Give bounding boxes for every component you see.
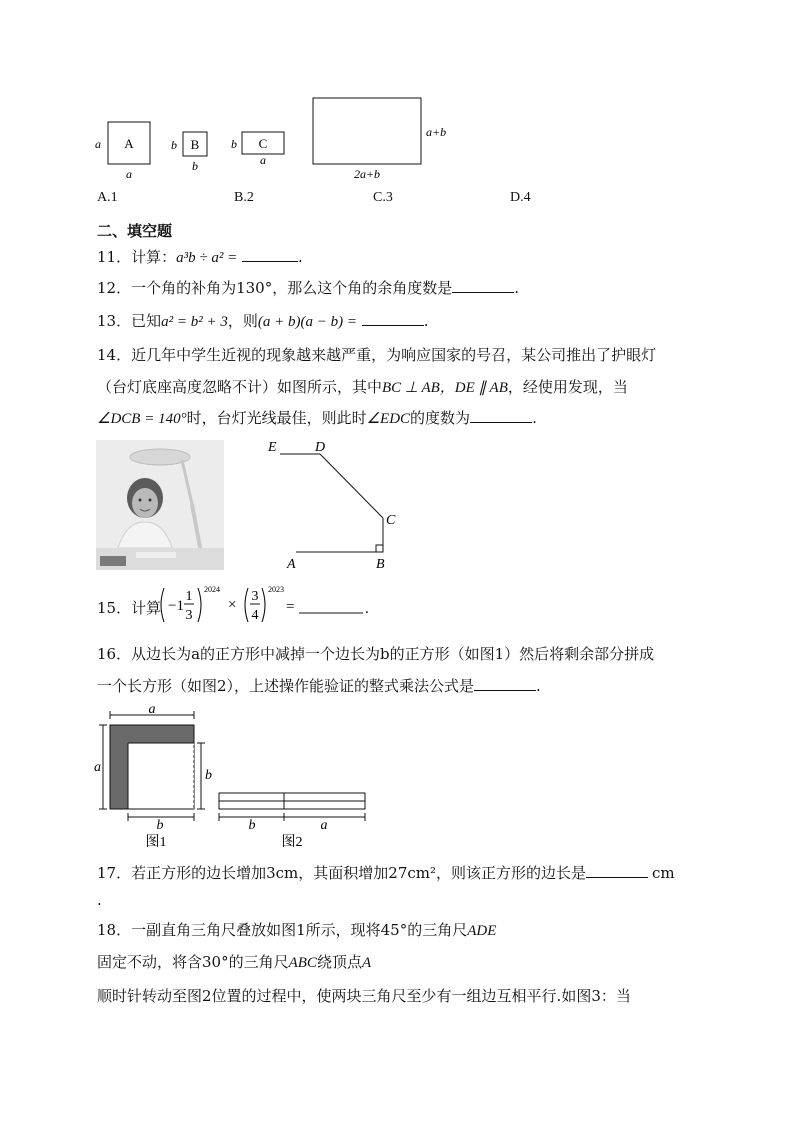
fig1-left-a: a	[94, 760, 101, 775]
q11-number: 11．	[97, 248, 132, 266]
q13-end: .	[423, 312, 429, 330]
square-b-letter: B	[190, 137, 200, 152]
q18-ade: ADE	[467, 923, 497, 939]
fig2-caption: 图2	[281, 835, 303, 850]
q10-option-d: D.4	[510, 190, 531, 205]
q10-option-a: A.1	[97, 190, 118, 205]
q12-end: .	[514, 279, 520, 297]
q15-number: 15．	[97, 599, 132, 617]
q17-dot: .	[97, 891, 102, 909]
fig1-top-a: a	[148, 705, 156, 717]
q15-den2: 4	[251, 608, 259, 623]
square-a-bottom-label: a	[126, 167, 132, 181]
big-rect-right-label: a+b	[426, 125, 447, 139]
label-b: B	[376, 557, 385, 572]
q15-eq: =	[286, 599, 295, 615]
q14-figure	[260, 436, 410, 574]
label-e: E	[268, 440, 277, 455]
q10-figure	[90, 92, 460, 184]
q18-line1-text: 18．一副直角三角尺叠放如图1所示，现将45°的三角尺	[97, 921, 468, 939]
square-b-bottom-label: b	[192, 159, 198, 173]
q15-num1: 1	[185, 589, 193, 604]
rect-c-left-label: b	[231, 137, 237, 151]
q12-answer-blank[interactable]	[452, 278, 514, 293]
big-rect-bottom-label: 2a+b	[353, 167, 381, 181]
q14-angle-dcb: ∠DCB = 140°	[97, 411, 187, 427]
q11-answer-blank[interactable]	[242, 247, 298, 262]
q14-line3-text: 时，台灯光线最佳，则此时	[186, 409, 367, 427]
question-14-line-3	[97, 408, 537, 429]
q17-value-2: 27cm²	[388, 864, 437, 882]
question-13	[97, 311, 429, 332]
lamp-photo-illustration	[96, 440, 224, 570]
q14-answer-blank[interactable]	[470, 408, 532, 423]
q12-number: 12．	[97, 279, 132, 297]
q17-unit: cm	[652, 864, 675, 882]
q16-answer-blank[interactable]	[474, 676, 536, 691]
lamp-photo	[96, 440, 224, 570]
q16-figure	[90, 705, 380, 850]
removed-square	[128, 743, 194, 809]
q15-times: ×	[228, 597, 237, 613]
question-16-line-1: 16．从边长为a的正方形中减掉一个边长为b的正方形（如图1）然后将剩余部分拼成	[97, 645, 655, 663]
q10-option-c: C.3	[373, 190, 393, 205]
fig1-caption: 图1	[145, 835, 167, 850]
q17-value-1: 3cm	[266, 864, 299, 882]
section-title: 二、填空题	[97, 222, 173, 240]
q14-line2-text: （台灯底座高度忽略不计）如图所示，其中	[97, 378, 383, 396]
q15-expression	[158, 582, 378, 628]
fig1-right-b: b	[205, 768, 212, 783]
q15-end: .	[365, 601, 369, 617]
q18-abc: ABC	[288, 955, 317, 971]
question-18-line-3: 顺时针转动至图2位置的过程中，使两块三角尺至少有一组边互相平行.如图3：当	[97, 987, 631, 1005]
fig2-a: a	[320, 818, 328, 833]
q17-text-b: ，其面积增加	[298, 864, 389, 882]
q10-option-b: B.2	[234, 190, 254, 205]
rect-c-bottom-label: a	[260, 153, 266, 167]
big-rect	[313, 98, 421, 164]
question-14-line-1: 14．近几年中学生近视的现象越来越严重，为响应国家的号召，某公司推出了护眼灯	[97, 346, 657, 364]
q11-prefix: 计算：	[131, 248, 177, 266]
q15-prefix: 计算	[131, 599, 162, 617]
question-11	[97, 247, 303, 268]
q17-answer-blank[interactable]	[586, 863, 648, 878]
segment-dc	[320, 454, 383, 518]
q13-prefix: 已知	[131, 312, 162, 330]
rect-c-letter: C	[258, 136, 268, 151]
question-15	[97, 598, 161, 618]
q14-line2-condition: BC ⊥ AB，DE ∥ AB	[382, 380, 508, 396]
q18-line2-mid: 绕顶点	[316, 953, 362, 971]
q16-end: .	[536, 677, 541, 695]
label-c: C	[386, 513, 396, 528]
q11-end: .	[298, 248, 303, 266]
square-b-left-label: b	[171, 138, 177, 152]
q11-expression: a³b ÷ a² =	[176, 250, 238, 266]
q15-num2: 3	[251, 589, 259, 604]
q15-whole: −1	[168, 598, 184, 614]
question-14-line-2	[97, 377, 628, 398]
q12-text: 一个角的补角为130°，那么这个角的余角度数是	[131, 279, 453, 297]
q14-line3-tail: 的度数为	[410, 409, 471, 427]
q13-mid: ，则	[227, 312, 258, 330]
q17-text-a: 17．若正方形的边长增加	[97, 864, 267, 882]
label-d: D	[315, 440, 326, 455]
square-a-letter: A	[124, 136, 134, 151]
question-18-line-2	[97, 952, 371, 973]
right-angle-mark	[376, 545, 383, 552]
q13-expression-1: a² = b² + 3	[161, 314, 228, 330]
question-18-line-1	[97, 920, 496, 941]
q16-line2-text: 一个长方形（如图2），上述操作能验证的整式乘法公式是	[97, 677, 475, 695]
q13-expression-2: (a + b)(a − b) =	[257, 314, 357, 330]
square-a-left-label: a	[95, 137, 101, 151]
q14-line2-tail: ，经使用发现，当	[507, 378, 628, 396]
question-12	[97, 278, 519, 298]
q14-end: .	[532, 409, 537, 427]
q15-den1: 3	[185, 608, 193, 623]
q13-answer-blank[interactable]	[362, 311, 424, 326]
q18-line2-text: 固定不动，将含30°的三角尺	[97, 953, 289, 971]
q18-vertex-a: A	[361, 955, 372, 971]
q15-exp1: 2024	[204, 585, 220, 594]
q17-text-c: ，则该正方形的边长是	[436, 864, 587, 882]
fig2-b: b	[248, 818, 256, 833]
q13-number: 13．	[97, 312, 132, 330]
label-a: A	[287, 557, 296, 572]
q15-exp2: 2023	[268, 585, 284, 594]
question-16-line-2	[97, 676, 541, 696]
fig1-bottom-b: b	[156, 818, 164, 833]
question-17	[97, 863, 675, 883]
q14-angle-edc: ∠EDC	[366, 411, 411, 427]
